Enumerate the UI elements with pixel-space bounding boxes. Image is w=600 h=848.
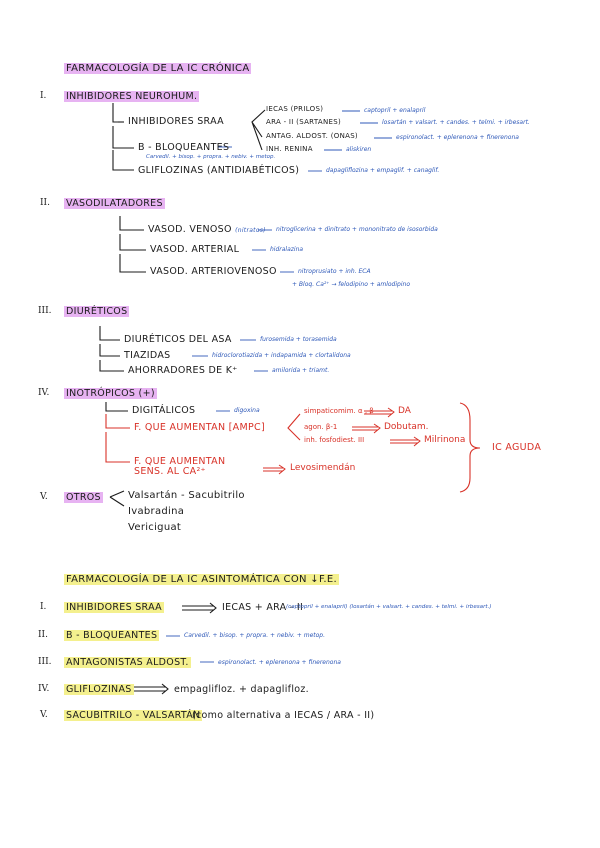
s4-ampc-1r: DA — [398, 406, 411, 416]
s3-number: III. — [38, 306, 52, 316]
s4-title-text: INOTRÓPICOS (+) — [66, 388, 155, 399]
s4-ampc: F. QUE AUMENTAN [AMPC] — [134, 422, 265, 433]
s2-arteriov-drugs: nitroprusiato + inh. ECA — [298, 268, 371, 275]
p-row-3-note: espironolact. + eplerenona + finerenona — [218, 659, 341, 666]
s5-item-3: Vericiguat — [128, 522, 182, 533]
s3-title — [64, 306, 129, 317]
s4-ampc-3: inh. fosfodiest. III — [304, 436, 365, 444]
s2-venoso — [148, 224, 266, 235]
p-row-2-note: Carvedil. + bisop. + propra. + nebiv. + metop. — [184, 632, 325, 639]
s1-number: I. — [40, 91, 47, 101]
s4-sens-drug: Levosimendán — [290, 463, 356, 473]
s4-ic-aguda: IC AGUDA — [492, 442, 542, 453]
s2-title — [64, 198, 165, 209]
p-row-1-number: I. — [40, 602, 47, 612]
s1-ara-drugs: losartán + valsart. + candes. + telmi. + irbesart. — [382, 119, 530, 126]
p-row-4-number: IV. — [38, 684, 50, 694]
s4-ampc-2: agon. β-1 — [304, 423, 338, 431]
s4-title — [64, 388, 157, 399]
s1-title — [64, 91, 199, 102]
chronic-title — [64, 63, 251, 74]
p-row-2-label — [64, 630, 159, 641]
p-row-2-label-text: Β - BLOQUEANTES — [66, 630, 158, 641]
s5-item-1: Valsartán - Sacubitrilo — [128, 490, 245, 501]
s2-title-text: VASODILATADORES — [66, 198, 163, 209]
s1-bb-drugs: Carvedil. + bisop. + propra. + nebiv. + metop. — [146, 154, 276, 160]
s5-item-2: Ivabradina — [128, 506, 185, 517]
s3-asa: DIURÉTICOS DEL ASA — [124, 334, 232, 345]
s3-asa-drugs: furosemida + torasemida — [260, 336, 337, 343]
s5-number: V. — [40, 492, 48, 502]
s1-bb: Β - BLOQUEANTES — [138, 142, 230, 153]
p-row-4-text: empaglifloz. + dapaglifloz. — [174, 684, 309, 695]
p-row-5-label — [64, 710, 202, 721]
s1-renina-drugs: aliskiren — [346, 146, 372, 153]
s4-ampc-3r: Milrinona — [424, 435, 466, 445]
chronic-title-text: FARMACOLOGÍA DE LA IC CRÓNICA — [66, 63, 250, 74]
p-row-4-label — [64, 684, 134, 695]
s2-arteriov: VASOD. ARTERIOVENOSO — [150, 266, 277, 277]
s4-digit-drugs: digoxina — [234, 407, 260, 414]
s1-glif: GLIFLOZINAS (ANTIDIABÉTICOS) — [138, 165, 300, 176]
s1-glif-drugs: dapagliflozina + empaglif. + canaglif. — [326, 167, 440, 174]
s1-ieca: IECAS (PRILOS) — [266, 105, 324, 113]
s2-arteriov-drugs2: + Bloq. Ca²⁺ → felodipino + amlodipino — [292, 281, 410, 288]
s1-renina: INH. RENINA — [266, 145, 313, 153]
p-row-3-label-text: ANTAGONISTAS ALDOST. — [66, 657, 189, 668]
s1-sub-sraa: INHIBIDORES SRAA — [128, 116, 224, 127]
p-row-1-label-text: INHIBIDORES SRAA — [66, 602, 162, 613]
p-row-3-number: III. — [38, 657, 52, 667]
s1-antag: ANTAG. ALDOST. (ONAS) — [266, 132, 358, 140]
p-row-4-label-text: GLIFLOZINAS — [66, 684, 132, 695]
s2-venoso-note: (nitratos) — [235, 227, 266, 234]
s3-tiaz: TIAZIDAS — [124, 350, 171, 361]
preserved-title-text: FARMACOLOGÍA DE LA IC ASINTOMÁTICA CON ↓F.E. — [66, 574, 337, 585]
s5-title-text: OTROS — [66, 492, 101, 503]
s4-ampc-1: simpaticomim. α , β — [304, 407, 374, 415]
s4-ampc-2r: Dobutam. — [384, 422, 429, 432]
s3-tiaz-drugs: hidroclorotiazida + indapamida + clortalidona — [212, 352, 351, 359]
s2-venoso-label: VASOD. VENOSO — [148, 224, 232, 235]
s2-number: II. — [40, 198, 50, 208]
s4-number: IV. — [38, 388, 50, 398]
p-row-1-text: IECAS + ARA - II — [222, 602, 304, 613]
p-row-5-number: V. — [40, 710, 48, 720]
s1-ara: ARA - II (SARTANES) — [266, 118, 341, 126]
s3-ahorr-drugs: amilorida + triamt. — [272, 367, 330, 374]
p-row-3-label — [64, 657, 191, 668]
s1-antag-drugs: espironolact. + eplerenona + finerenona — [396, 134, 519, 141]
s2-arterial-drugs: hidralazina — [270, 246, 304, 253]
p-row-1-note: (captopril + enalapril) (losartán + valsart. + candes. + telmi. + irbesart.) — [286, 604, 492, 610]
s2-venoso-drugs: nitroglicerina + dinitrato + mononitrato de isosorbida — [276, 226, 438, 233]
p-row-5-text: (como alternativa a IECAS / ARA - II) — [192, 710, 375, 721]
s4-sens2: SENS. AL CA²⁺ — [134, 466, 206, 477]
p-row-1-label — [64, 602, 164, 613]
p-row-2-number: II. — [38, 630, 48, 640]
s2-arterial: VASOD. ARTERIAL — [150, 244, 240, 255]
preserved-title — [64, 574, 339, 585]
s5-title — [64, 492, 103, 503]
s4-sens: F. QUE AUMENTAN — [134, 456, 226, 467]
s3-title-text: DIURÉTICOS — [66, 306, 128, 317]
s4-digit: DIGITÁLICOS — [132, 405, 196, 416]
s1-ieca-drugs: captopril + enalapril — [364, 107, 426, 114]
s3-ahorr: AHORRADORES DE K⁺ — [128, 365, 238, 376]
s1-title-text: INHIBIDORES NEUROHUM. — [66, 91, 198, 102]
p-row-5-label-text: SACUBITRILO - VALSARTÁN — [66, 710, 201, 721]
